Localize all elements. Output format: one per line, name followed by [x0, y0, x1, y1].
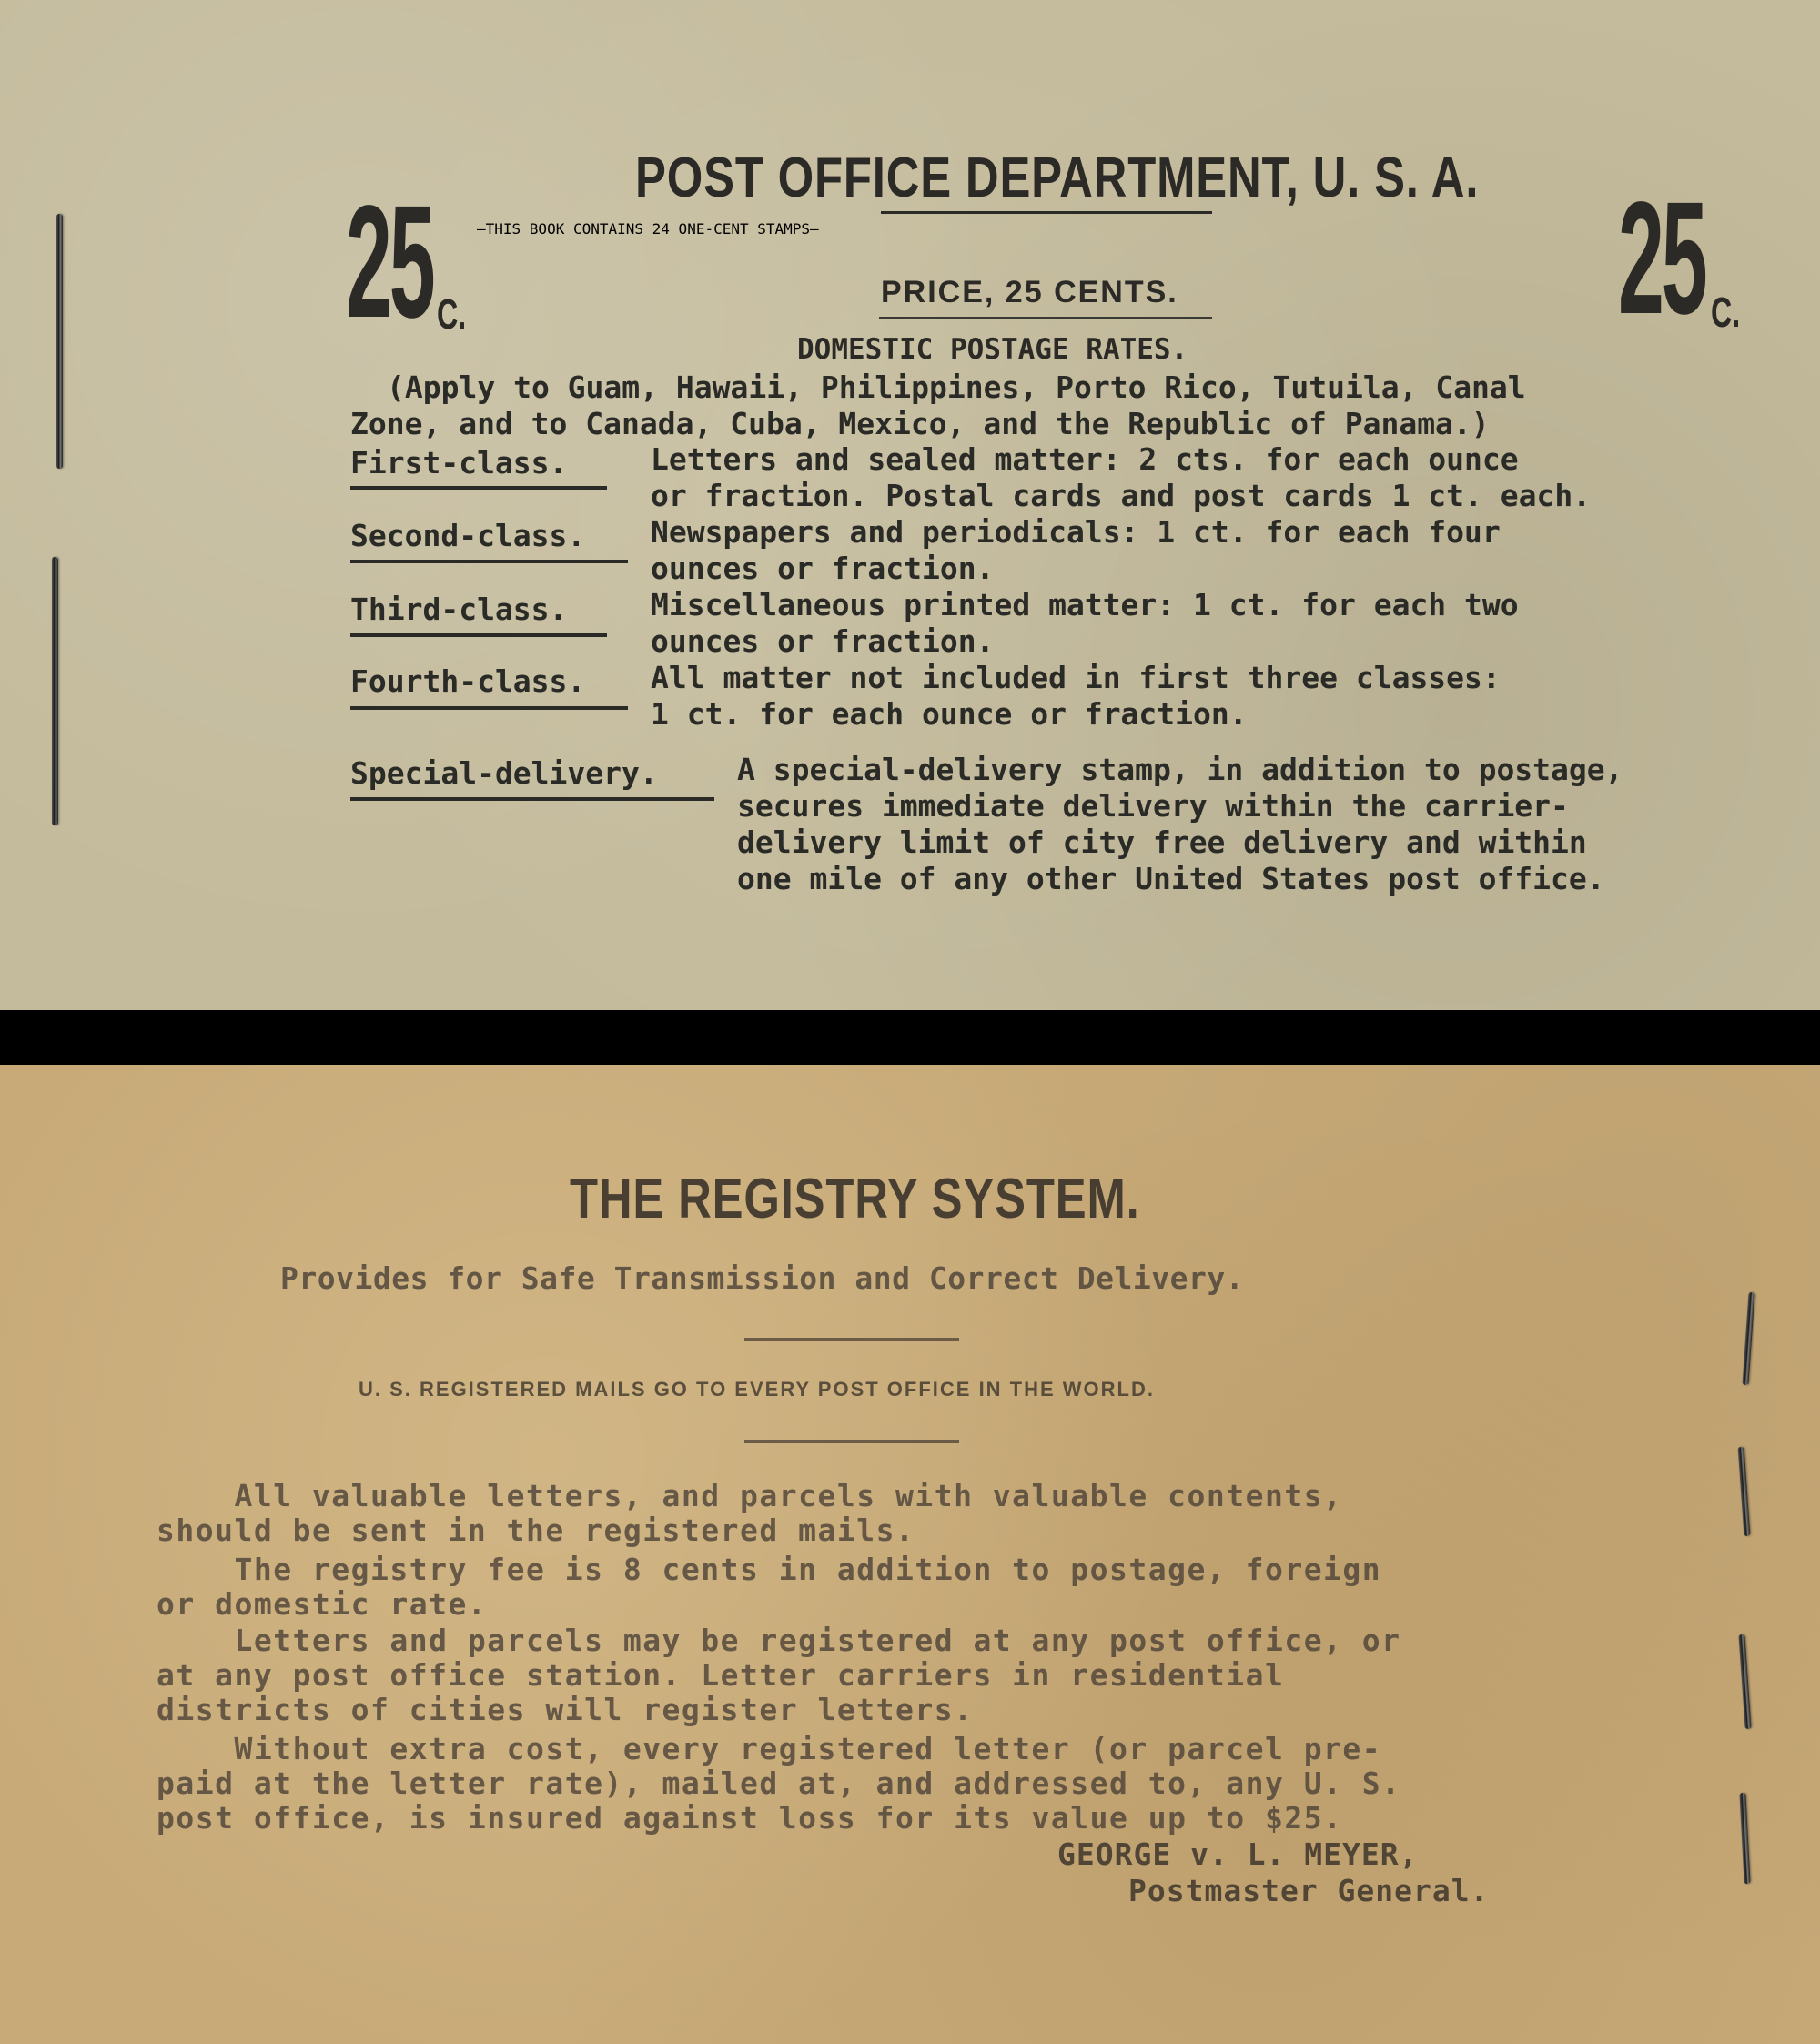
back-cover: [0, 1065, 1820, 2044]
class-underline: [350, 633, 607, 637]
staple-mark: [1739, 1793, 1750, 1884]
contents-line: —THIS BOOK CONTAINS 24 ONE-CENT STAMPS—: [477, 220, 819, 238]
class-label-fourth: Fourth-class.: [350, 663, 586, 699]
price-badge-number: 25: [1618, 169, 1705, 348]
class-text: secures immediate delivery within the carrier-: [737, 788, 1569, 824]
cover-heading: POST OFFICE DEPARTMENT, U. S. A.: [635, 147, 1480, 209]
registry-body-line: should be sent in the registered mails.: [157, 1513, 915, 1548]
class-text: A special-delivery stamp, in addition to postage,: [737, 752, 1623, 787]
registry-subheading: Provides for Safe Transmission and Correct Delivery.: [280, 1260, 1245, 1296]
class-label-special-delivery: Special-delivery.: [350, 755, 658, 791]
class-text: Miscellaneous printed matter: 1 ct. for each two: [651, 587, 1519, 622]
class-text: delivery limit of city free delivery and within: [737, 825, 1587, 860]
price-badge-number: 25: [346, 173, 433, 351]
registry-tagline: U. S. REGISTERED MAILS GO TO EVERY POST OFFICE IN THE WORLD.: [359, 1378, 1155, 1401]
staple-mark: [56, 214, 63, 469]
heading-underline: [881, 211, 1212, 214]
registry-body-line: Letters and parcels may be registered at any post office, or: [157, 1623, 1401, 1658]
class-underline: [350, 706, 628, 710]
class-text: Letters and sealed matter: 2 cts. for each ounce: [651, 441, 1519, 477]
registry-heading: THE REGISTRY SYSTEM.: [570, 1168, 1140, 1230]
class-label-first: First-class.: [350, 445, 568, 481]
price-badge-unit: C.: [1711, 288, 1741, 336]
registry-body-line: at any post office station. Letter carriers in residential: [157, 1657, 1285, 1693]
price-underline: [879, 317, 1212, 319]
staple-mark: [1742, 1292, 1754, 1385]
staple-mark: [52, 557, 58, 825]
registry-body-line: All valuable letters, and parcels with valuable contents,: [157, 1478, 1343, 1513]
class-label-third: Third-class.: [350, 592, 568, 627]
class-text: 1 ct. for each ounce or fraction.: [651, 696, 1248, 732]
registry-body-line: Without extra cost, every registered letter (or parcel pre-: [157, 1731, 1382, 1766]
divider-rule: [744, 1440, 959, 1443]
staple-mark: [1738, 1447, 1751, 1536]
signature-title: Postmaster General.: [1128, 1873, 1490, 1908]
applies-to-line: (Apply to Guam, Hawaii, Philippines, Porto Rico, Tutuila, Canal: [387, 369, 1526, 405]
registry-body-line: post office, is insured against loss for its value up to $25.: [157, 1800, 1343, 1836]
registry-body-line: The registry fee is 8 cents in addition to postage, foreign: [157, 1552, 1382, 1587]
staple-mark: [1738, 1634, 1751, 1729]
price-badge-right: [1618, 169, 1754, 348]
class-underline: [350, 486, 607, 490]
registry-body-line: or domestic rate.: [157, 1586, 488, 1622]
front-cover: [0, 0, 1820, 1010]
class-text: ounces or fraction.: [651, 623, 995, 659]
divider-rule: [744, 1338, 959, 1341]
registry-body-line: paid at the letter rate), mailed at, and addressed to, any U. S.: [157, 1766, 1401, 1801]
applies-to-line: Zone, and to Canada, Cuba, Mexico, and the Republic of Panama.): [350, 406, 1490, 441]
class-label-second: Second-class.: [350, 518, 586, 553]
class-underline: [350, 560, 628, 563]
registry-body-line: districts of cities will register letters.: [157, 1692, 974, 1727]
class-text: All matter not included in first three classes:: [651, 660, 1501, 695]
class-text: Newspapers and periodicals: 1 ct. for each four: [651, 514, 1501, 550]
price-line: PRICE, 25 CENTS.: [881, 275, 1178, 309]
class-text: or fraction. Postal cards and post cards 1 ct. each.: [651, 478, 1592, 513]
class-underline: [350, 797, 714, 801]
price-badge-unit: C.: [437, 290, 467, 338]
class-text: ounces or fraction.: [651, 551, 995, 586]
price-badge-left: [346, 173, 482, 351]
signature-name: GEORGE v. L. MEYER,: [1057, 1837, 1419, 1872]
rates-title: DOMESTIC POSTAGE RATES.: [797, 333, 1188, 366]
class-text: one mile of any other United States post office.: [737, 861, 1605, 896]
